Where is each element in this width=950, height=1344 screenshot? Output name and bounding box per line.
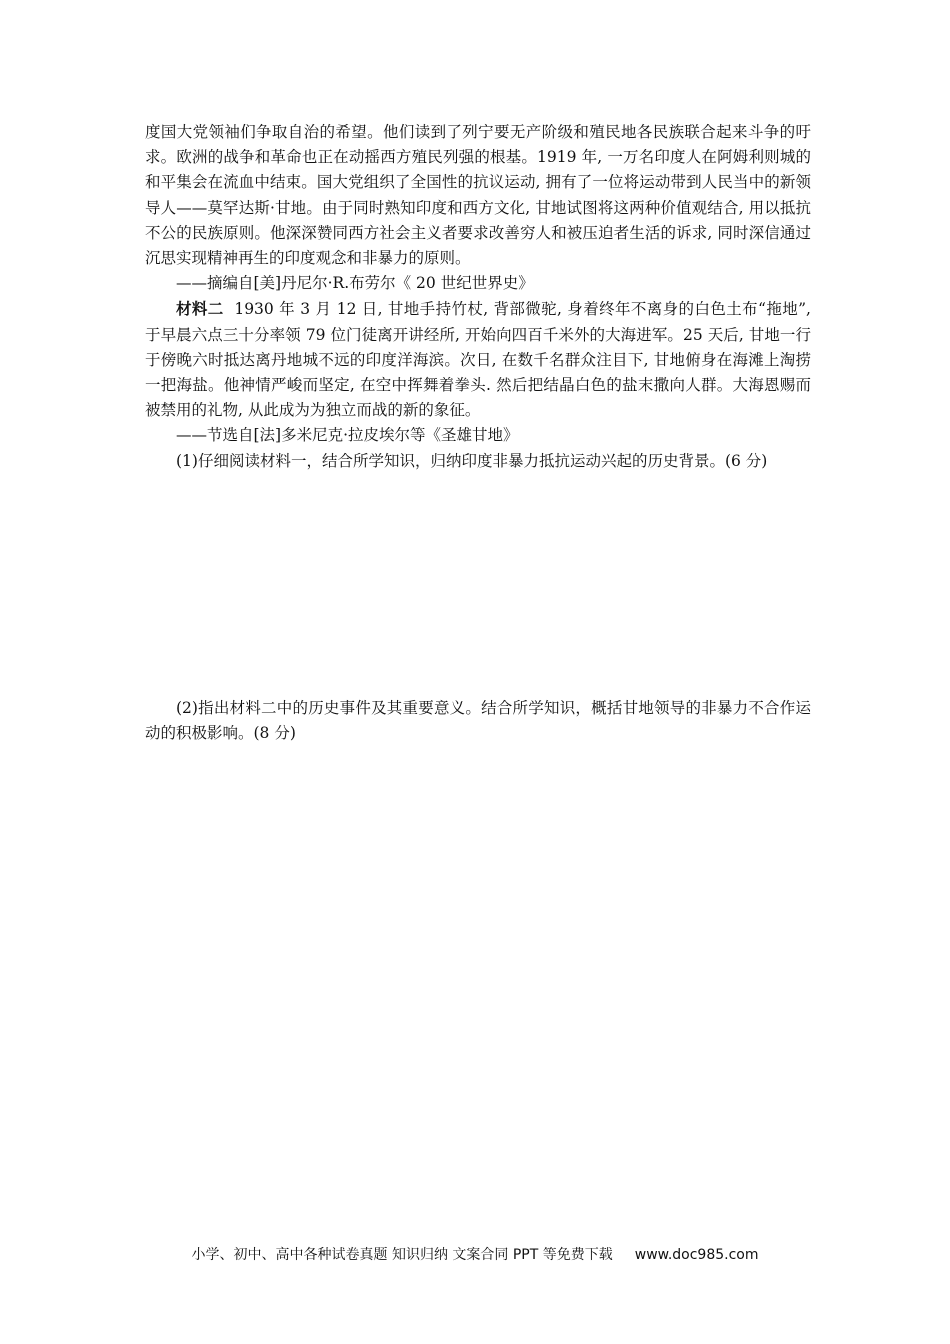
document-body: [145, 120, 811, 746]
material-two-label: 材料二: [176, 299, 224, 319]
page-footer: [0, 1244, 950, 1264]
question-two: (2)指出材料二中的历史事件及其重要意义。结合所学知识，概括甘地领导的非暴力不合作运动的积极影响。(8 分): [145, 698, 811, 743]
footer-text: 小学、初中、高中各种试卷真题 知识归纳 文案合同 PPT 等免费下载: [191, 1247, 613, 1263]
material-one-text: 度国大党领袖们争取自治的希望。他们读到了列宁要无产阶级和殖民地各民族联合起来斗争的吁求。欧洲的战争和革命也正在动摇西方殖民列强的根基。1919 年, 一万名印度人在阿姆利则城的和平集会在流血中结束。国大党组织了全国性的抗议运动, 拥有了一位将运动带到人民当中的新领导人——莫罕达斯·甘地。由于同时熟知印度和西方文化, 甘地试图将这两种价值观结合, 用以抵抗不公的民族原则。他深深赞同西方社会主义者要求改善穷人和被压迫者生活的诉求, 同时深信通过沉思实现精神再生的印度观念和非暴力的原则。: [145, 123, 811, 268]
material-two-text: 1930 年 3 月 12 日, 甘地手持竹杖, 背部微驼, 身着终年不离身的白色土布“拖地”, 于早晨六点三十分率领 79 位门徒离开讲经所, 开始向四百千米外的大海进军。25 天后, 甘地一行于傍晚六时抵达离丹地城不远的印度洋海滨。次日, 在数千名群众注目下, 甘地俯身在海滩上淘捞一把海盐。他神情严峻而坚定, 在空中挥舞着拳头. 然后把结晶白色的盐末撒向人群。大海恩赐而被禁用的礼物, 从此成为为独立而战的新的象征。: [145, 300, 811, 420]
footer-url[interactable]: www.doc985.com: [634, 1247, 759, 1263]
material-two-paragraph: [145, 296, 811, 423]
question-one: (1)仔细阅读材料一，结合所学知识，归纳印度非暴力抵抗运动兴起的历史背景。(6 分): [176, 451, 768, 470]
material-two-source: ——节选自[法]多米尼克·拉皮埃尔等《圣雄甘地》: [176, 426, 519, 445]
material-one-source: ——摘编自[美]丹尼尔·R.布劳尔《 20 世纪世界史》: [176, 274, 534, 293]
